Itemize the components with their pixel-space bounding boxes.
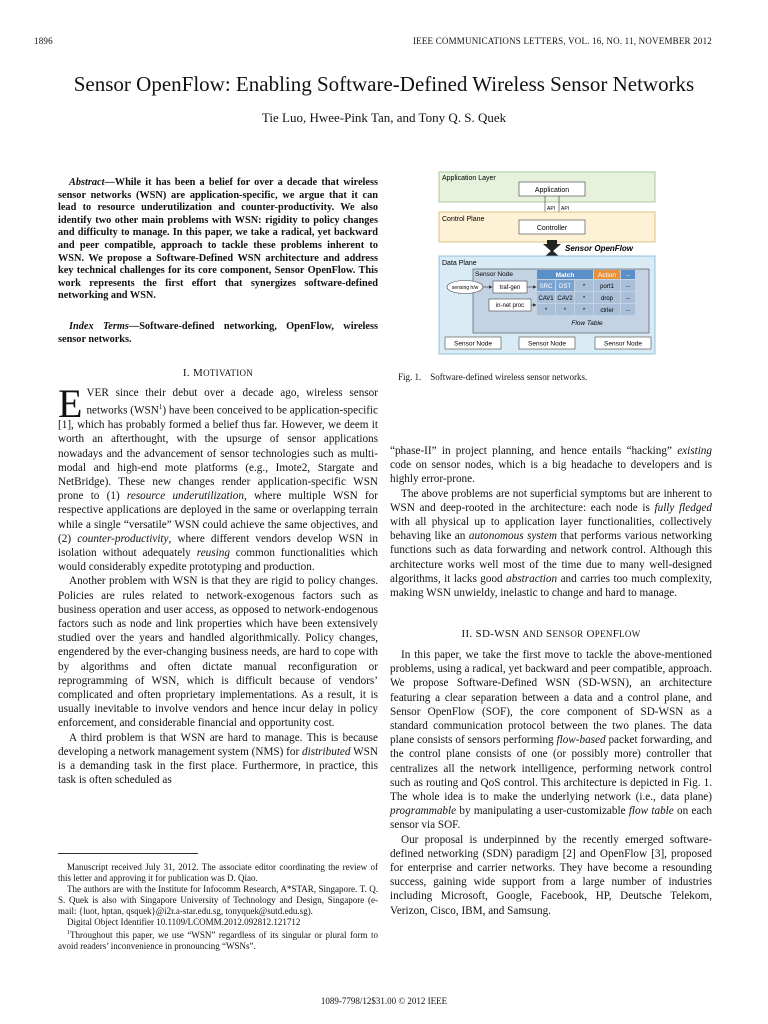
section-1-paragraph-3: A third problem is that WSN are hard to manage. This is because developing a network management system (NMS) for distributed WSN is a demanding task in the first place. Furthermore, in practice, this task is often scheduled as bbox=[58, 731, 378, 787]
sensor-node-detail-label: Sensor Node bbox=[475, 271, 513, 278]
paper-title: Sensor OpenFlow: Enabling Software-Defined Wireless Sensor Networks bbox=[73, 72, 695, 96]
abstract bbox=[58, 177, 378, 303]
svg-text:*: * bbox=[544, 308, 548, 314]
footnote-rule bbox=[58, 853, 198, 854]
svg-text:drop: drop bbox=[600, 296, 614, 302]
svg-text:port1: port1 bbox=[600, 284, 614, 290]
svg-text:CAV1: CAV1 bbox=[538, 296, 554, 302]
figure-1-diagram bbox=[437, 170, 659, 360]
svg-text:SRC: SRC bbox=[539, 284, 553, 290]
abstract-label: Abstract bbox=[69, 177, 105, 188]
svg-text:CAV2: CAV2 bbox=[557, 296, 573, 302]
journal-header: IEEE COMMUNICATIONS LETTERS, VOL. 16, NO. 11, NOVEMBER 2012 bbox=[412, 36, 712, 46]
section-1-paragraph-2: Another problem with WSN is that they are rigid to policy changes. Policies are rules related to network-exogenous factors such as business operation and user access, as opposed to network-endogenous factors such as node and link properties which have been extensively studied over the years and handled algorithmically. Policy changes, engendered by the ever-changing business needs, are hard to cope with by algorithms and often dictate manual reconfiguration or reprogramming of WSN, which is difficult because of vendors’ complicated and often proprietary implementations. As a result, it is usually inevitable to involve vendors and hence incur delay in policy enforcement, and considerable financial and opportunity cost. bbox=[58, 575, 378, 730]
section-1-body bbox=[58, 381, 378, 787]
in-net-proc-label: in-net proc bbox=[495, 303, 525, 309]
api-label-1: API bbox=[547, 206, 556, 212]
application-label: Application bbox=[534, 187, 570, 194]
svg-text:...: ... bbox=[625, 295, 631, 301]
svg-text:*: * bbox=[563, 308, 567, 314]
index-terms bbox=[58, 321, 378, 346]
section-2-body bbox=[390, 648, 712, 918]
right-paragraph-2: The above problems are not superficial symptoms but are inherent to WSN and deep-rooted in the architecture: each node is fully fledged with all physical up to application layer functionalities, collectively behaving like an autonomous system that performs various networking functions such as data forwarding and network control. Although this architecture works well most of the time due to many well-designed algorithms, it lacks good abstraction and carries too much complexity, making WSN unwieldy, inelastic to change and hard to manage. bbox=[390, 487, 713, 600]
abstract-text: —While it has been a belief for over a decade that wireless sensor networks (WSN) are application-specific, we argue that it can lead to resource underutilization and counter-productivity. We also identify two other main problems with WSN: rigidity to policy changes and difficulty to manage. In this paper, we take a radical, yet backward and peer compatible, approach to tackle these problems inherent to WSN. We propose a Software-Defined WSN architecture and address key technical challenges for its core component, Sensor OpenFlow. This work represents the first effort that synergizes software-defined networking and WSN. bbox=[58, 177, 378, 302]
svg-text:...: ... bbox=[625, 272, 631, 278]
footnotes bbox=[58, 862, 378, 952]
right-paragraph-1: “phase-II” in project planning, and hence entails “hacking” existing code on sensor nodes, which is a big headache to developers and is highly error-prone. bbox=[390, 445, 712, 486]
svg-text:Sensor Node: Sensor Node bbox=[604, 340, 642, 348]
svg-text:DST: DST bbox=[559, 284, 571, 290]
svg-text:*: * bbox=[582, 284, 586, 290]
section-2-paragraph-1: In this paper, we take the first move to tackle the above-mentioned problems, using a radical, yet backward and peer compatible, approach. We propose Software-Defined WSN (SD-WSN), an architecture featuring a clear separation between a data and a control plane, and Sensor OpenFlow (SOF), the core component of SD-WSN as a standard communication protocol between the two planes. The data plane consists of sensors performing flow-based packet forwarding, and the control plane consists of one (or possibly more) controller that centralizes all the network intelligence, performing network control such as routing and QoS control. This architecture is depicted in Fig. 1. The whole idea is to make the underlying network (i.e., data plane) programmable by manipulating a user-customizable flow table on each sensor via SOF. bbox=[390, 649, 712, 832]
footnote-manuscript: Manuscript received July 31, 2012. The associate editor coordinating the review of this letter and approving it for publication was D. Qiao. bbox=[58, 862, 378, 883]
footnote-wsn: $^1$Throughout this paper, we use “WSN” regardless of its singular or plural form to avoid readers’ inconvenience in pronouncing “WSNs”. bbox=[58, 930, 378, 951]
right-column-body bbox=[390, 444, 712, 600]
api-label-2: API bbox=[561, 206, 570, 212]
section-1-paragraph-1: EVER since their debut over a decade ago, wireless sensor networks (WSN$^1$) have been conceived to be application-specific [1], which has probably formed a belief thus far. However, we deem it worth an afterthought, with the upsurge of sensor applications nowadays and the advancement of sensor technologies such as multi-modal and high-end mote platforms (e.g., Imote2, Stargate and NetBridge). These new changes render application-specific WSN prone to (1) resource underutilization, where multiple WSN for respective applications are deployed in the same or overlapping terrain while a single “versatile” WSN could achieve the same objectives, and (2) counter-productivity, where different vendors develop WSN in isolation without adequately reusing common functionalities which would considerably expedite prototyping and production. bbox=[58, 381, 378, 574]
footnote-doi: Digital Object Identifier 10.1109/LCOMM.2012.092812.121712 bbox=[67, 917, 301, 927]
section-2-paragraph-2: Our proposal is underpinned by the recently emerged software-defined networking (SDN) paradigm [2] and OpenFlow [3], proposed for enterprise and carrier networks. They have become a resounding success, gaining wide support from a large number of industries including Microsoft, Google, Facebook, HP, Deutsche Telekom, Verizon, Cisco, IBM, and Samsung. bbox=[390, 833, 712, 917]
paper-authors: Tie Luo, Hwee-Pink Tan, and Tony Q. S. Quek bbox=[261, 110, 507, 125]
svg-text:Sensor Node: Sensor Node bbox=[528, 340, 566, 348]
index-terms-label: Index Terms bbox=[69, 321, 129, 332]
sensor-openflow-label: Sensor OpenFlow bbox=[565, 244, 634, 253]
controller-label: Controller bbox=[536, 225, 568, 232]
svg-text:...: ... bbox=[625, 307, 631, 313]
footnote-affiliation: The authors are with the Institute for Infocomm Research, A*STAR, Singapore. T. Q. S. Quek is also with Singapore University of Technology and Design, Singapore (e-mail: {luot, hptan, qsquek}@i2r.a-star.edu.sg, tonyquek@sutd.edu.sg). bbox=[58, 884, 378, 916]
svg-text:*: * bbox=[582, 296, 586, 302]
svg-text:ctrler: ctrler bbox=[600, 308, 614, 314]
figure-1-caption: Fig. 1. Software-defined wireless sensor networks. bbox=[398, 372, 588, 382]
svg-text:Sensor Node: Sensor Node bbox=[454, 340, 492, 348]
traf-gen-label: traf-gen bbox=[499, 285, 521, 291]
svg-text:Action: Action bbox=[597, 272, 617, 279]
index-terms-text: —Software-defined networking, OpenFlow, wireless sensor networks. bbox=[58, 321, 378, 345]
data-plane-label: Data Plane bbox=[442, 260, 477, 267]
svg-text:Match: Match bbox=[555, 272, 575, 279]
page-number: 1896 bbox=[34, 36, 53, 46]
drop-cap: E bbox=[58, 381, 83, 426]
application-layer-label: Application Layer bbox=[442, 175, 496, 182]
copyright-footer: 1089-7798/12$31.00 © 2012 IEEE bbox=[320, 996, 448, 1006]
svg-text:*: * bbox=[582, 308, 586, 314]
sensing-hw-label: sensing h/w bbox=[451, 285, 479, 291]
svg-text:...: ... bbox=[625, 283, 631, 289]
flow-table-label: Flow Table bbox=[571, 320, 603, 327]
section-1-heading: I. MOTIVATION bbox=[182, 367, 254, 379]
control-plane-label: Control Plane bbox=[442, 216, 485, 223]
section-2-heading: II. SD-WSN AND SENSOR OPENFLOW bbox=[461, 628, 641, 640]
